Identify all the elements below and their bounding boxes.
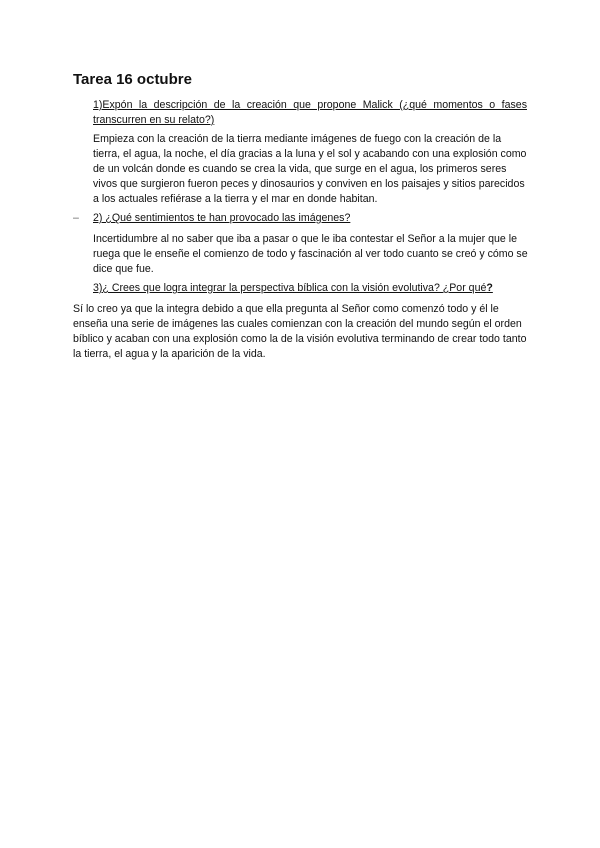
- answer-3: Sí lo creo ya que la integra debido a que ella pregunta al Señor como comenzó todo y él le enseña una serie de imágenes las cuales comienzan con la creación del mundo según el orden bíblico y acaban con una explosión como la de la visión evolutiva terminando de crear todo tanto la tierra, el agua y la aparición de la vida.: [73, 303, 527, 360]
- list-bullet: –: [73, 212, 79, 224]
- question-2: 2) ¿Qué sentimientos te han provocado las imágenes?: [93, 212, 351, 224]
- answer-2: Incertidumbre al no saber que iba a pasar o que le iba contestar el Señor a la mujer que le ruega que le enseñe el comienzo de todo y fascinación al ver todo cuanto se creó y cómo se dice que fue.: [93, 233, 528, 275]
- question-3-mark: ?: [486, 282, 493, 294]
- question-3-text: 3)¿ Crees que logra integrar la perspectiva bíblica con la visión evolutiva? ¿Por qué: [93, 282, 487, 294]
- answer-1: Empieza con la creación de la tierra mediante imágenes de fuego con la creación de la tierra, el agua, la noche, el día gracias a la luna y el sol y acabando con una explosión como de un volcán donde es cuando se crea la vida, que surge en el agua, los primeros seres vivos que surgieron fueron peces y dinosaurios y conviven en los paisajes y sitios parecidos a los actuales refiérase a la tierra y el mar en donde habitan.: [93, 133, 527, 205]
- question-3: [93, 281, 529, 296]
- question-1: 1)Expón la descripción de la creación que propone Malick (¿qué momentos o fases transcurren en su relato?): [93, 99, 527, 126]
- page-title: Tarea 16 octubre: [73, 71, 192, 88]
